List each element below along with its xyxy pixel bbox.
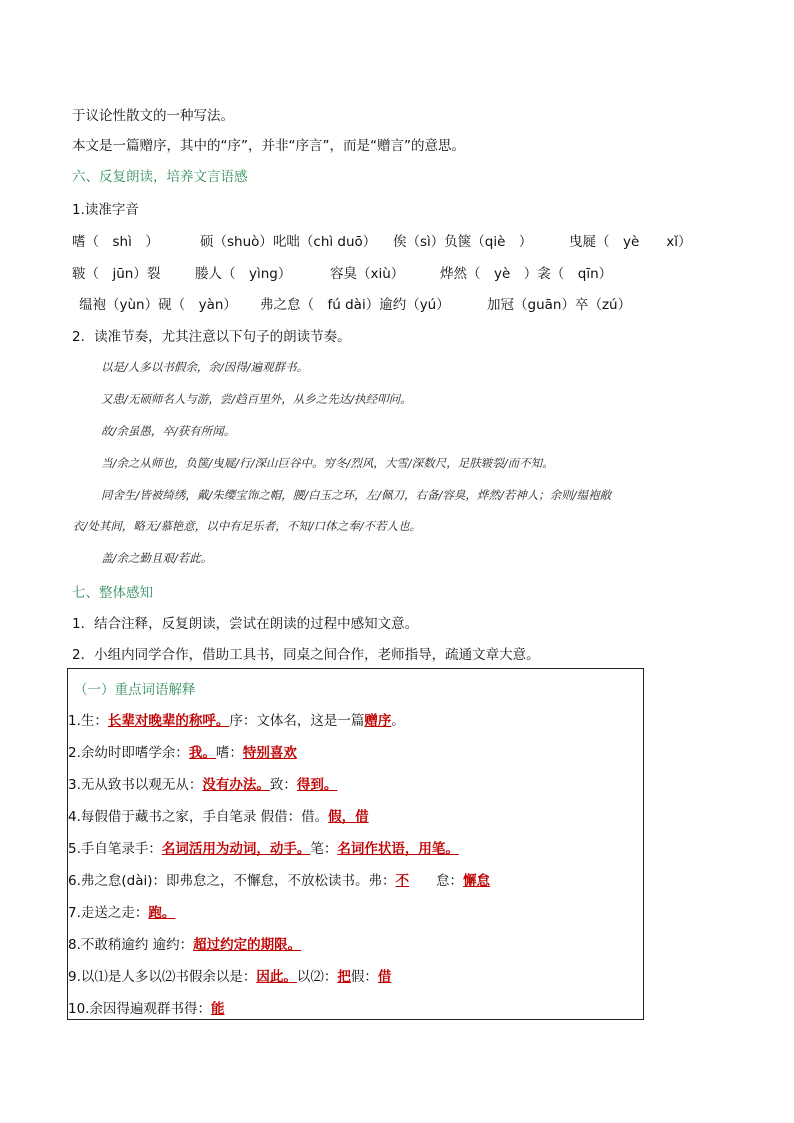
vocab-item: 4.每假借于藏书之家，手自笔录 假借：借。假，借 [68,809,369,825]
vocab-item: 2.余幼时即嗜学余：我。嗜：特别喜欢 [68,745,297,761]
pinyin-item: 烨然（ yè ）衾（ qīn） [440,266,613,282]
section-7-heading: 七、整体感知 [72,585,153,601]
vocab-item: 9.以⑴是人多以⑵书假余以是：因此。以⑵：把假：借 [68,969,392,985]
pinyin-item: 加冠（guān）卒（zú） [487,297,632,313]
pinyin-item: 缊袍（yùn）砚（ yàn） [79,297,237,313]
rhythm-line: 以是/人多以书假余，余/因得/遍观群书。 [101,360,309,374]
vocab-item: 10.余因得遍观群书得：能 [68,1001,225,1017]
pinyin-item: 曳屣（ yè xǐ） [569,234,692,250]
pinyin-item: 弗之怠（ fú dài）逾约（yú） [260,297,450,313]
section-7-item-2: 2．小组内同学合作，借助工具书，同桌之间合作，老师指导，疏通文章大意。 [72,647,540,663]
vocab-item: 1.生：长辈对晚辈的称呼。序：文体名，这是一篇赠序。 [68,713,405,729]
pinyin-item: 媵人（ yìng） [195,266,292,282]
vocab-item: 5.手自笔录手：名词活用为动词，动手。笔：名词作状语，用笔。 [68,841,459,857]
rhythm-line: 衣/处其间，略无/慕艳意，以中有足乐者，不知/口体之奉/不若人也。 [72,519,421,533]
pinyin-item: 容臭（xiù） [330,266,405,282]
vocab-item: 8.不敢稍逾约 逾约：超过约定的期限。 [68,937,302,953]
rhythm-line: 同舍生/皆被绮绣，戴/朱缨宝饰之帽，腰/白玉之环，左/佩刀，右备/容臭，烨然/若神人；余则/缊袍敝 [101,488,612,502]
vocabulary-title: （一）重点词语解释 [74,682,196,698]
pinyin-item: 皲（ jūn）裂 [72,266,161,282]
vocab-item: 7.走送之走：跑。 [68,905,176,921]
vocab-item: 6.弗之怠(dài)：即弗怠之，不懈怠，不放松读书。弗：不 怠：懈怠 [68,873,491,889]
pinyin-item: 嗜（ shì ） [72,234,159,250]
pinyin-item: 硕（shuò）叱咄（chì duō） [200,234,377,250]
section-7-item-1: 1．结合注释，反复朗读，尝试在朗读的过程中感知文意。 [72,616,419,632]
pronunciation-subheading: 1.读准字音 [72,202,139,218]
rhythm-subheading: 2．读准节奏，尤其注意以下句子的朗读节奏。 [72,329,351,345]
rhythm-line: 又患/无硕师名人与游，尝/趋百里外，从乡之先达/执经叩问。 [101,392,412,406]
rhythm-line: 故/余虽愚，卒/获有所闻。 [101,424,236,438]
intro-line-1: 于议论性散文的一种写法。 [72,108,234,124]
intro-line-2: 本文是一篇赠序，其中的“序”，并非“序言”，而是“赠言”的意思。 [72,138,465,154]
vocab-item: 3.无从致书以观无从：没有办法。致：得到。 [68,777,338,793]
pinyin-item: 俟（sì）负箧（qiè ） [393,234,533,250]
rhythm-line: 当/余之从师也，负箧/曳屣/行/深山巨谷中。穷冬/烈风，大雪/深数尺，足肤皲裂/而不知。 [101,456,554,470]
rhythm-line: 盖/余之勤且艰/若此。 [101,551,213,565]
vocabulary-box [67,668,644,1020]
section-6-heading: 六、反复朗读，培养文言语感 [72,169,248,185]
